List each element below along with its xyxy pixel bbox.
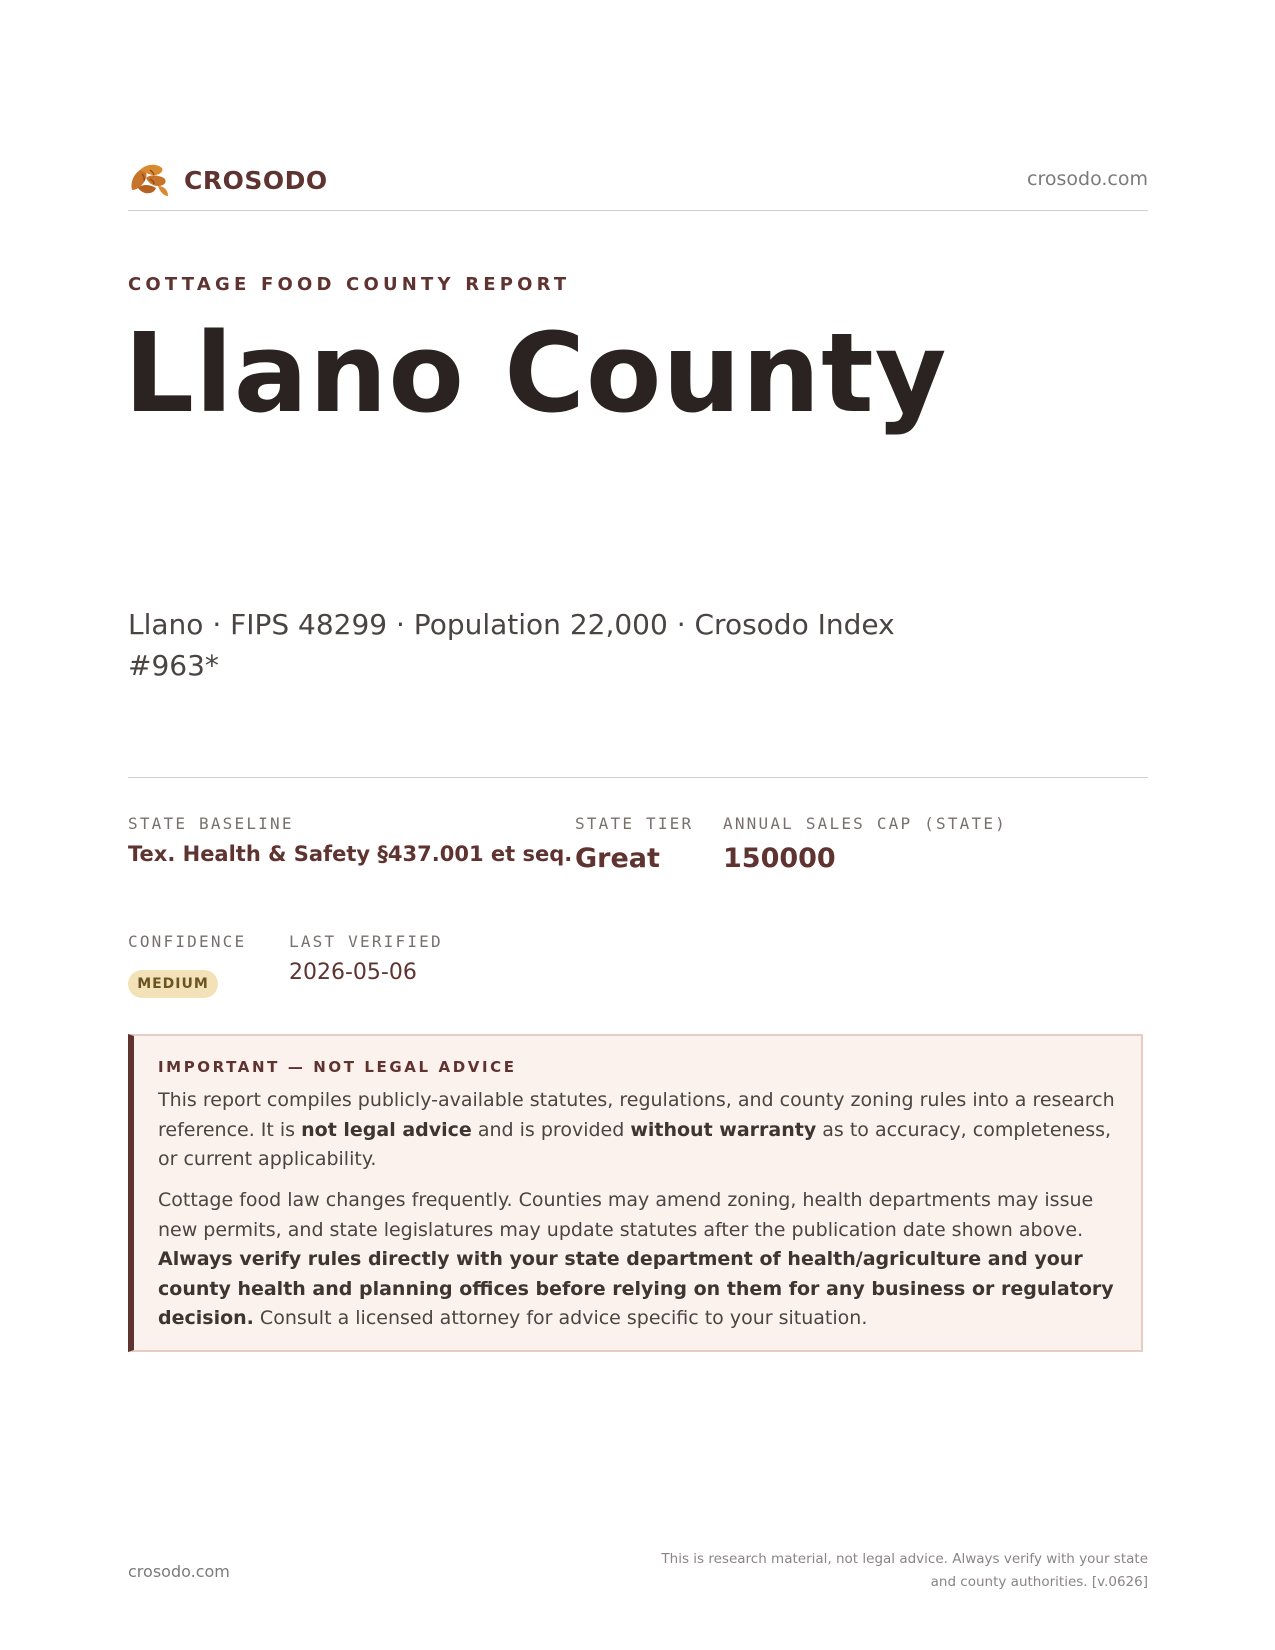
page-header xyxy=(128,158,1148,211)
footer-site-url[interactable]: crosodo.com xyxy=(128,1562,230,1581)
annual-sales-cap-value: 150000 xyxy=(723,843,836,874)
state-tier-value: Great xyxy=(575,843,660,874)
section-divider xyxy=(128,777,1148,778)
confidence-label: CONFIDENCE xyxy=(128,932,247,951)
state-baseline-label: STATE BASELINE xyxy=(128,814,294,833)
state-baseline-value: Tex. Health & Safety §437.001 et seq. xyxy=(128,842,573,866)
state-tier-label: STATE TIER xyxy=(575,814,694,833)
disclaimer-paragraph-1: This report compiles publicly-available statutes, regulations, and county zoning rules into a research reference. It is not legal advice and is provided without warranty as to accuracy, completeness, or current applicability. xyxy=(158,1089,1115,1170)
legal-disclaimer-box xyxy=(128,1034,1143,1352)
last-verified-label: LAST VERIFIED xyxy=(289,932,443,951)
site-url[interactable]: crosodo.com xyxy=(1027,168,1148,190)
county-title: Llano County xyxy=(124,309,948,437)
report-eyebrow: COTTAGE FOOD COUNTY REPORT xyxy=(128,274,571,295)
confidence-badge: MEDIUM xyxy=(128,970,218,998)
annual-sales-cap-label: ANNUAL SALES CAP (STATE) xyxy=(723,814,1007,833)
last-verified-value: 2026-05-06 xyxy=(289,960,417,985)
croissant-icon xyxy=(128,160,170,200)
brand xyxy=(128,160,328,200)
report-page xyxy=(124,0,1148,1650)
county-subtitle: Llano · FIPS 48299 · Population 22,000 · Crosodo Index #963* xyxy=(128,608,895,682)
disclaimer-paragraph-2: Cottage food law changes frequently. Counties may amend zoning, health departments may issue new permits, and state legislatures may update statutes after the publication date shown above. Always verify rules directly with your state department of health/agriculture and your county health and planning offices before relying on them for any business or regulatory decision. Consult a licensed attorney for advice specific to your situation. xyxy=(158,1189,1114,1329)
footer-disclaimer: This is research material, not legal advice. Always verify with your state and county authorities. [v.0626] xyxy=(661,1551,1148,1590)
brand-name: CROSODO xyxy=(184,165,328,195)
disclaimer-title: IMPORTANT — NOT LEGAL ADVICE xyxy=(158,1058,517,1076)
